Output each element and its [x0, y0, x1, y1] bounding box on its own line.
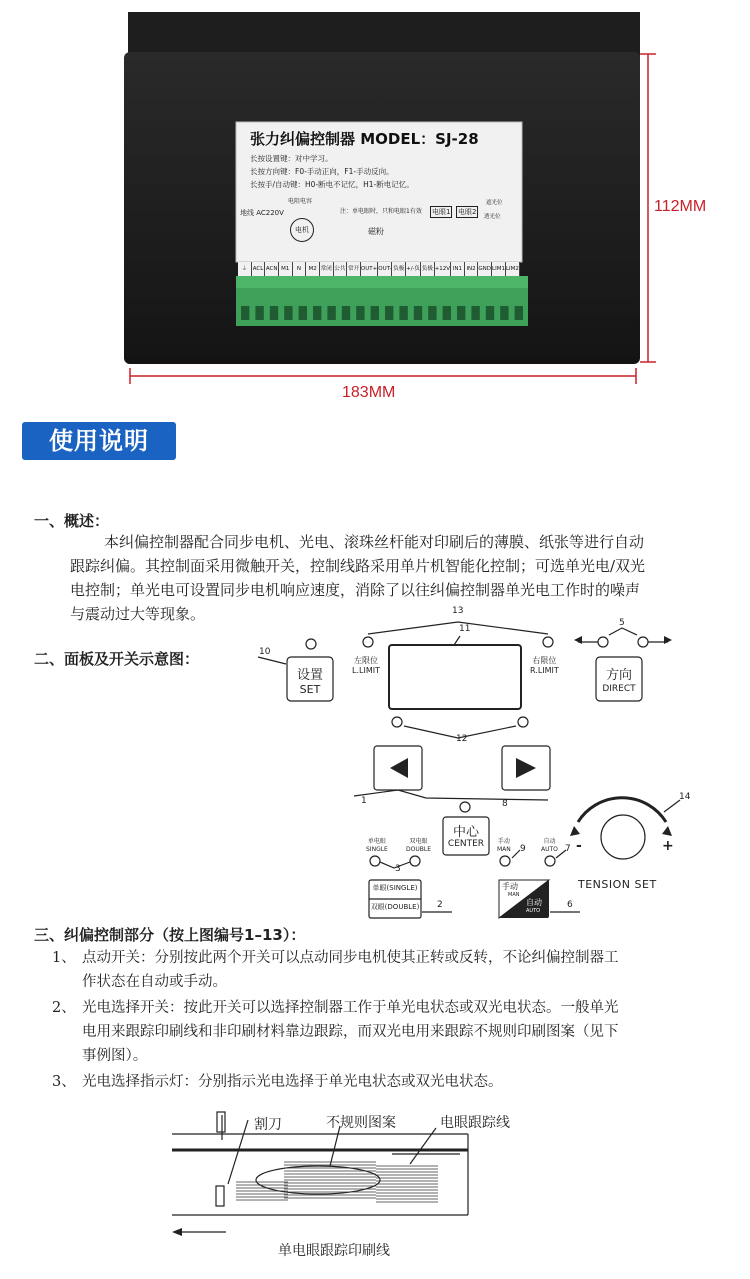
shade-label: 遮光位 [486, 200, 503, 206]
left-label: 地线 AC220V [240, 209, 284, 217]
label-line: 长按方向键：F0-手动正向，F1-手动反向。 [250, 167, 394, 176]
direct-button-en: DIRECT [602, 684, 636, 694]
direct-button-cn: 方向 [605, 668, 632, 683]
terminal-screw [414, 306, 422, 320]
terminal-label: LIM2 [506, 262, 520, 276]
wiring-label: 电阻电容 [288, 198, 313, 205]
terminal-label: IN2 [465, 262, 479, 276]
width-dimension: 183MM [342, 384, 396, 401]
irregular-pattern-label: 不规则图案 [326, 1115, 396, 1131]
terminal-screw [457, 306, 465, 320]
terminal-screw [471, 306, 479, 320]
section1-line: 跟踪纠偏。其控制面采用微触开关，控制线路采用单片机智能化控制；可选单光电/双光 [70, 557, 646, 575]
cutter-label: 割刀 [254, 1117, 282, 1133]
right-arrow-icon [516, 758, 536, 778]
terminal-screw [327, 306, 335, 320]
label-line: 长按设置键：对中学习。 [250, 154, 333, 163]
sd-button-top: 单眼(SINGLE) [372, 884, 418, 892]
terminal-screw [428, 306, 436, 320]
terminal-label: ACL [252, 262, 266, 276]
section3-title: 三、纠偏控制部分（按上图编号1–13）： [34, 926, 306, 944]
item-line: 点动开关：分别按此两个开关可以点动同步电机使其正转或反转，不论纠偏控制器工 [82, 950, 619, 966]
double-en: DOUBLE [406, 846, 431, 853]
light-label: 透光位 [484, 214, 501, 220]
tension-knob [601, 815, 645, 859]
device-label-lines [250, 152, 414, 191]
num-13: 13 [452, 606, 464, 616]
ma-top-en: MAN [508, 892, 520, 898]
terminal-screw [299, 306, 307, 320]
item-num: 1、 [52, 950, 76, 966]
terminal-screw [356, 306, 364, 320]
terminal-screw [500, 306, 508, 320]
section1-title: 一、概述： [34, 512, 110, 530]
llimit-en: L.LIMIT [352, 666, 380, 675]
num-2: 2 [437, 900, 443, 910]
eye2-label: 电眼2 [458, 208, 477, 216]
terminal-screw [371, 306, 379, 320]
auto-label [541, 838, 558, 854]
section3-item [52, 946, 732, 994]
terminal-label: +12V [435, 262, 451, 276]
device-photo [0, 0, 750, 410]
item-line: 电用来跟踪印刷线和非印刷材料靠边跟踪，而双光电用来跟踪不规则印刷图案（见下 [82, 1024, 619, 1040]
terminal-screw [385, 306, 393, 320]
terminal-label: OUT- [378, 262, 392, 276]
terminal-screw [270, 306, 278, 320]
magnetic-label: 磁粉 [368, 227, 384, 236]
device-model-title: 张力纠偏控制器 MODEL：SJ-28 [250, 130, 479, 148]
center-button-cn: 中心 [452, 825, 479, 840]
ma-button-bottom [526, 898, 542, 916]
num-8: 8 [502, 799, 508, 809]
tension-set-label: TENSION SET [578, 878, 657, 891]
num-5: 5 [619, 618, 625, 628]
section3-items [52, 946, 732, 1094]
track-line-label: 电眼跟踪线 [440, 1115, 510, 1131]
terminal-label: OUT+ [361, 262, 378, 276]
plus-sign: + [662, 838, 674, 854]
num-10: 10 [259, 647, 271, 657]
terminal-screw [515, 306, 523, 320]
arrow-right-icon [664, 636, 672, 644]
right-limit-light [543, 637, 553, 647]
terminal-label: IN1 [451, 262, 465, 276]
height-dimension: 112MM [654, 198, 707, 215]
instructions-banner: 使用说明 [22, 422, 176, 460]
man-label [497, 838, 511, 854]
double-label [406, 838, 431, 854]
num-12: 12 [456, 734, 468, 744]
display-screen [389, 645, 521, 709]
terminal-label: ⏚ [238, 262, 252, 276]
ma-bot-cn: 自动 [526, 898, 542, 907]
set-button-cn: 设置 [296, 668, 323, 683]
device-illustration [0, 0, 750, 410]
single-cn: 单电眼 [367, 838, 386, 845]
terminal-screw [399, 306, 407, 320]
ma-button-top [502, 882, 519, 900]
item-line: 光电选择开关：按此开关可以选择控制器工作于单光电状态或双光电状态。一般单光 [82, 1000, 619, 1016]
double-cn: 双电眼 [409, 838, 428, 845]
ma-bot-en: AUTO [526, 908, 541, 914]
num-6: 6 [567, 900, 573, 910]
left-limit-light [363, 637, 373, 647]
terminal-label: +/-负 [406, 262, 421, 276]
item-line: 光电选择指示灯：分别指示光电选择于单光电状态或双光电状态。 [82, 1074, 503, 1090]
terminal-screw [255, 306, 263, 320]
section2-title: 二、面板及开关示意图： [34, 650, 200, 668]
center-button-en: CENTER [447, 839, 485, 849]
section3-item [52, 996, 732, 1068]
terminal-screw [443, 306, 451, 320]
item-line: 事例图）。 [82, 1048, 148, 1064]
direction-arrow-icon [172, 1228, 182, 1236]
section1-line: 电控制；单光电可设置同步电机响应速度，消除了以往纠偏控制器单光电工作时的噪声 [70, 581, 641, 599]
auto-en: AUTO [541, 846, 558, 853]
terminal-screw [241, 306, 249, 320]
section1-line: 本纠偏控制器配合同步电机、光电、滚珠丝杆能对印刷后的薄膜、纸张等进行自动 [104, 533, 645, 551]
wiring-note: 注：单电眼时，只和电眼1有效 [340, 208, 422, 215]
left-arrow-icon [390, 758, 408, 778]
terminal-screw [313, 306, 321, 320]
knob-arrow-icon [570, 826, 580, 836]
item-num: 3、 [52, 1074, 76, 1090]
terminal-label: 负极 [421, 262, 435, 276]
right-limit-label [530, 656, 559, 676]
terminal-label: GND [478, 262, 492, 276]
item-line: 作状态在自动或手动。 [82, 974, 227, 990]
terminal-label: N [293, 262, 307, 276]
terminal-label: 负极 [392, 262, 406, 276]
num-7: 7 [565, 844, 571, 854]
num-3: 3 [395, 864, 401, 874]
eye1-label: 电眼1 [432, 208, 451, 216]
terminal-labels [238, 262, 520, 276]
terminal-label: ACN [265, 262, 279, 276]
arrow-left-icon [574, 636, 582, 644]
item-num: 2、 [52, 1000, 76, 1016]
terminal-label: 公共 [334, 262, 348, 276]
ma-top-cn: 手动 [502, 882, 518, 891]
diagram-caption: 单电眼跟踪印刷线 [278, 1243, 390, 1259]
section3-item [52, 1070, 732, 1094]
rlimit-cn: 右限位 [532, 656, 557, 665]
single-label [366, 838, 388, 854]
num-9: 9 [520, 844, 526, 854]
terminal-screw [342, 306, 350, 320]
sd-button-bottom: 双眼(DOUBLE) [370, 903, 420, 911]
rlimit-en: R.LIMIT [530, 666, 559, 675]
label-line: 长按手/自动键：H0-断电不记忆，H1-断电记忆。 [250, 180, 414, 189]
section1-line: 与震动过大等现象。 [70, 605, 206, 623]
motor-symbol: 电机 [290, 218, 314, 242]
terminal-screw [486, 306, 494, 320]
terminal-screw [284, 306, 292, 320]
set-indicator [306, 639, 316, 649]
terminal-label: 常闭 [320, 262, 334, 276]
auto-cn: 自动 [543, 838, 556, 845]
num-1: 1 [361, 796, 367, 806]
terminal-label: LIM1 [492, 262, 506, 276]
minus-sign: - [576, 838, 582, 854]
left-limit-label [352, 656, 380, 676]
terminal-label: 常开 [347, 262, 361, 276]
man-en: MAN [497, 846, 511, 853]
terminal-label: M2 [306, 262, 320, 276]
man-cn: 手动 [497, 838, 510, 845]
set-button-en: SET [299, 683, 321, 696]
num-14: 14 [679, 792, 691, 802]
llimit-cn: 左限位 [353, 656, 378, 665]
terminal-label: M1 [279, 262, 293, 276]
single-en: SINGLE [366, 846, 388, 853]
num-11: 11 [459, 624, 471, 634]
